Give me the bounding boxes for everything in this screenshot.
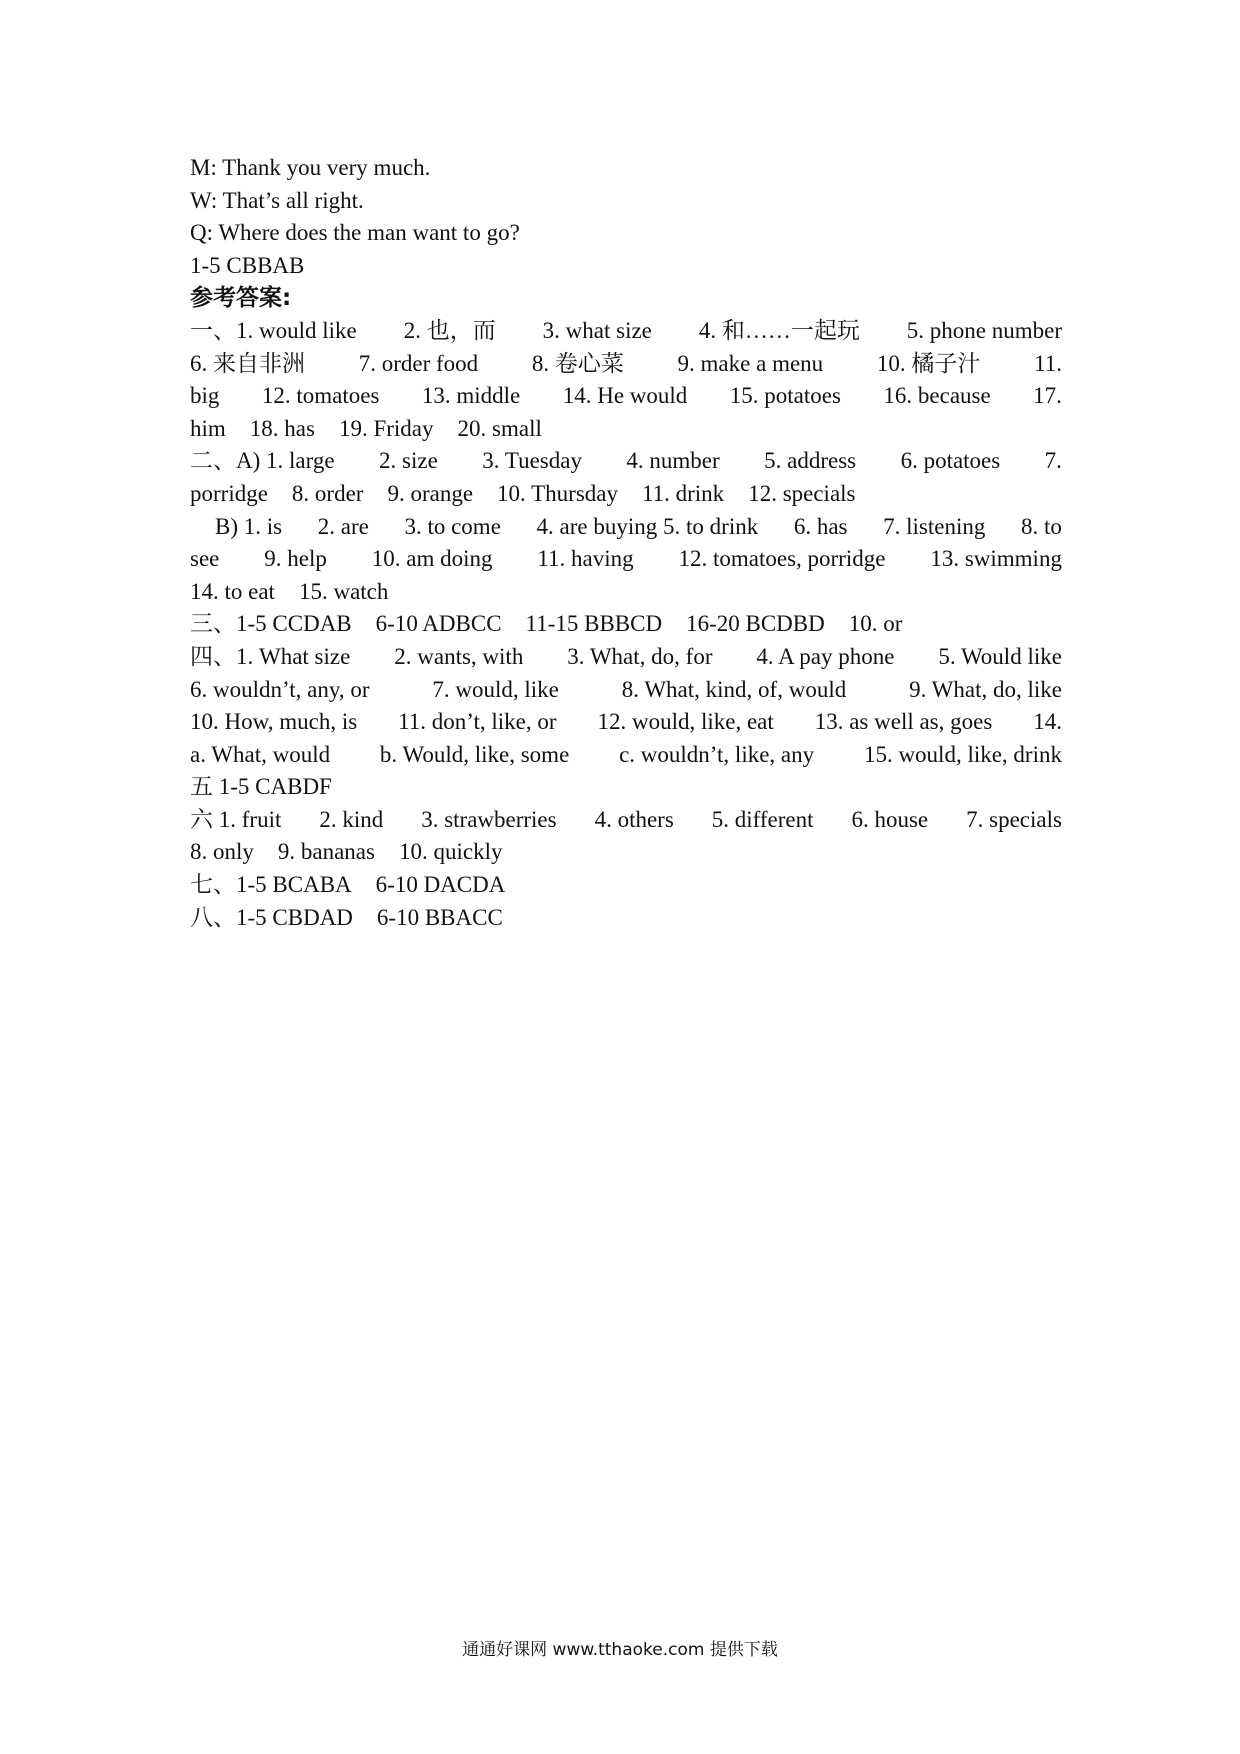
section6-line [190,836,1062,869]
answer-item: 4. 和……一起玩 [698,317,860,343]
answer-item: 12. would, like, eat [597,709,774,735]
section7-line [190,869,1062,902]
answer-item: 10. am doing [371,546,493,572]
answer-item: 9. bananas [277,839,375,865]
answer-item: big [190,383,220,409]
answer-item: 10. or [848,611,903,637]
answer-item: 2. size [379,448,438,474]
answer-item: 6. house [851,806,929,832]
dialogue-question: Q: Where does the man want to go? [190,220,520,246]
answer-item: 6-10 ADBCC [375,611,502,637]
answer-item: 12. specials [748,480,856,506]
answer-item: 4. A pay phone [756,643,895,669]
answer-item: 5. phone number [906,317,1062,343]
answer-item: 7. specials [966,806,1062,832]
answer-item: 12. tomatoes, porridge [678,546,886,572]
dialogue-line: M: Thank you very much. [190,155,431,180]
answer-item: 8. What, kind, of, would [621,676,847,702]
answer-item: 18. has [249,415,315,441]
answer-item: B) 1. is [215,513,283,539]
answer-item: 14. to eat [190,578,275,604]
answer-item: 11. having [537,546,634,572]
answer-item: 8. to [1021,513,1062,539]
answer-item: 8. only [190,839,254,865]
answer-item: porridge [190,480,268,506]
listening-answers: 1-5 CBBAB [190,252,305,278]
answer-item: 11-15 BBBCD [525,611,663,637]
answer-item: 13. as well as, goes [814,709,993,735]
section5-line: 五 1-5 CABDF [190,774,332,800]
answer-item: 17. [1033,383,1062,409]
answer-item: 3. Tuesday [482,448,582,474]
answer-item: 9. What, do, like [909,676,1062,702]
answer-item: c. wouldn’t, like, any [619,741,815,767]
answer-item: 13. middle [421,383,521,409]
section2-line [190,576,1062,609]
section1-line [190,348,1062,381]
section4-line [190,641,1062,674]
section1-line [190,380,1062,413]
answer-item: 12. tomatoes [261,383,380,409]
section4-line [190,739,1062,772]
answer-item: 10. Thursday [497,480,618,506]
answer-item: 6. wouldn’t, any, or [190,676,370,702]
section2-line [190,445,1062,478]
answer-item: 二、A) 1. large [190,448,335,474]
answer-item: 7. [1044,448,1062,474]
answer-item: b. Would, like, some [379,741,570,767]
answer-item: 19. Friday [338,415,434,441]
section2-line [190,478,1062,511]
section1-line [190,315,1062,348]
answer-item: 16-20 BCDBD [686,611,825,637]
section1-line [190,413,1062,446]
answer-item: 13. swimming [930,546,1062,572]
answer-item: 3. to come [404,513,501,539]
answer-item: 9. orange [387,480,474,506]
answer-item: 15. potatoes [729,383,841,409]
answer-item: 2. 也，而 [403,317,496,343]
answer-item: 11. [1034,350,1062,376]
answer-item: 2. kind [319,806,384,832]
section2-line [190,543,1062,576]
answer-item: 4. others [594,806,674,832]
answer-item: 3. what size [542,317,652,343]
answer-item: 六 1. fruit [190,806,282,832]
answer-item: 7. listening [883,513,986,539]
section2-line [190,511,1062,544]
answer-item: 9. make a menu [677,350,824,376]
answer-item: 6. potatoes [900,448,1001,474]
answer-item: 八、1-5 CBDAD [190,904,353,930]
answer-item: 7. order food [358,350,479,376]
answer-item: 14. [1033,709,1062,735]
answer-item: 5. Would like [938,643,1062,669]
answer-item: 6-10 DACDA [375,872,506,898]
answer-item: 16. because [883,383,991,409]
answer-item: 10. 橘子汁 [876,350,981,376]
answer-item: 一、1. would like [190,317,357,343]
answer-item: 15. would, like, drink [863,741,1062,767]
answer-item: 10. quickly [398,839,503,865]
answer-item: a. What, would [190,741,331,767]
answer-item: 三、1-5 CCDAB [190,611,352,637]
answer-item: 15. watch [298,578,389,604]
answer-item: 5. different [711,806,814,832]
answer-item: 3. strawberries [421,806,557,832]
answer-item: 6-10 BBACC [376,904,503,930]
section4-line [190,706,1062,739]
section8-line [190,902,1062,935]
answer-item: 4. are buying 5. to drink [536,513,759,539]
answer-item: 11. drink [641,480,725,506]
answer-item: 七、1-5 BCABA [190,872,352,898]
answer-item: 8. order [291,480,364,506]
answer-item: 2. wants, with [394,643,524,669]
page-footer: 通通好课网 www.tthaoke.com 提供下载 [462,1640,778,1660]
answer-item: 8. 卷心菜 [531,350,624,376]
answer-item: 9. help [264,546,327,572]
answer-item: 3. What, do, for [567,643,713,669]
answer-item: see [190,546,220,572]
answer-item: 7. would, like [432,676,559,702]
answer-item: 14. He would [562,383,688,409]
answer-item: him [190,415,226,441]
dialogue-line: W: That’s all right. [190,187,364,213]
section6-line [190,804,1062,837]
answer-item: 6. has [793,513,848,539]
answer-item: 6. 来自非洲 [190,350,305,376]
answer-item: 2. are [317,513,369,539]
answer-item: 四、1. What size [190,643,351,669]
section3-line [190,608,1062,641]
answer-item: 20. small [457,415,542,441]
answer-heading: 参考答案: [190,285,292,312]
answer-item: 5. address [764,448,857,474]
answer-item: 4. number [626,448,720,474]
section4-line [190,674,1062,707]
document-body [190,152,1062,934]
answer-item: 10. How, much, is [190,709,358,735]
answer-item: 11. don’t, like, or [398,709,557,735]
